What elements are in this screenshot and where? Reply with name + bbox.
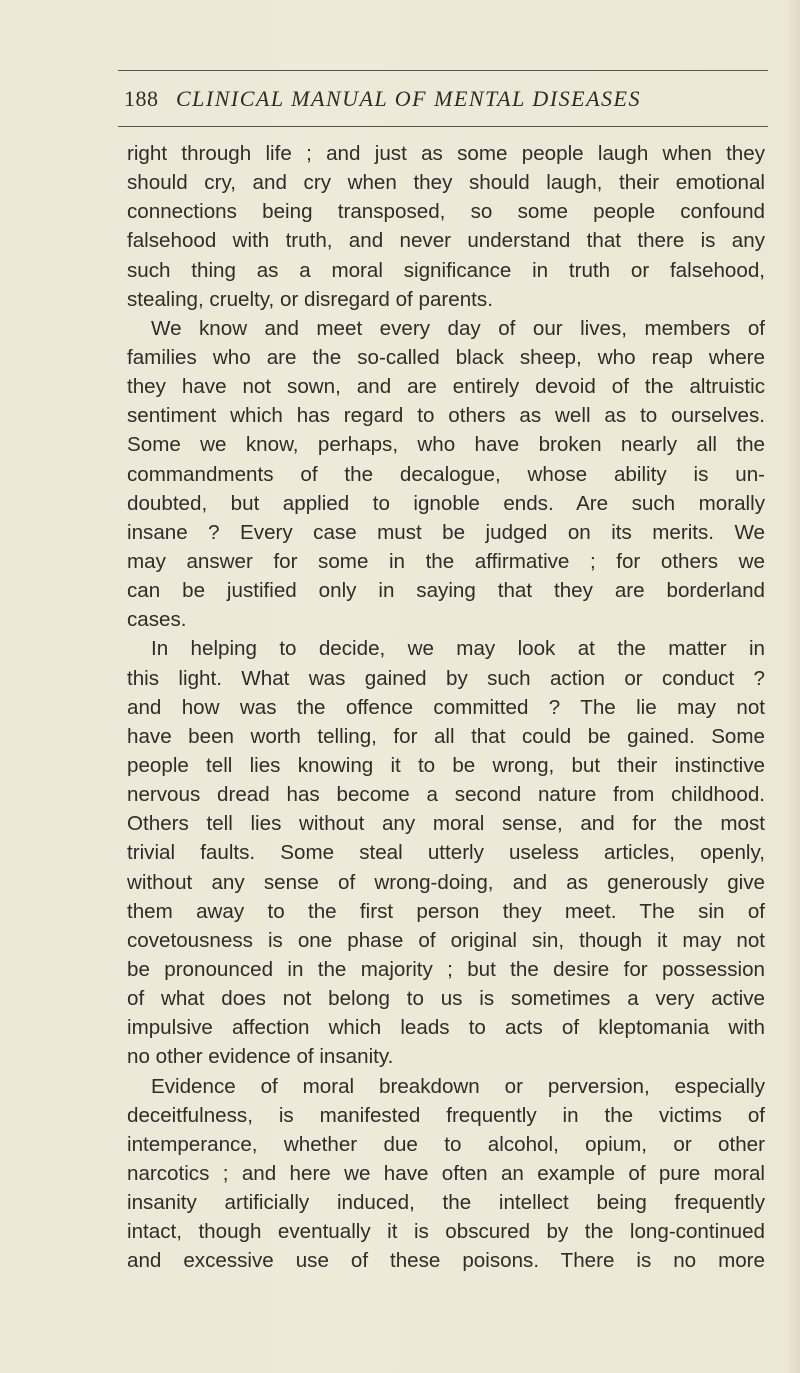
header-top-rule: [118, 70, 768, 71]
text-line: covetousness is one phase of original sin, though it may not: [127, 928, 765, 952]
text-line: should cry, and cry when they should laugh, their emotional: [127, 171, 765, 195]
text-line: them away to the first person they meet. The sin of: [127, 899, 765, 923]
text-line: Evidence of moral breakdown or perversion, especially: [151, 1074, 765, 1098]
text-line: without any sense of wrong-doing, and as generously give: [127, 870, 765, 894]
text-line: they have not sown, and are entirely devoid of the altruistic: [127, 375, 765, 399]
text-line: Others tell lies without any moral sense, and for the most: [127, 812, 765, 836]
text-line: cases.: [127, 608, 187, 632]
text-line: may answer for some in the affirmative ; for others we: [127, 549, 765, 573]
text-line: deceitfulness, is manifested frequently in the victims of: [127, 1103, 765, 1127]
text-line: be pronounced in the majority ; but the desire for possession: [127, 957, 765, 981]
text-line: Some we know, perhaps, who have broken nearly all the: [127, 433, 765, 457]
text-line: We know and meet every day of our lives, members of: [151, 316, 765, 340]
text-line: falsehood with truth, and never understand that there is any: [127, 229, 765, 253]
page-number: 188: [124, 86, 159, 111]
text-line: people tell lies knowing it to be wrong, but their instinctive: [127, 753, 765, 777]
text-line: right through life ; and just as some people laugh when they: [127, 142, 765, 165]
text-line: commandments of the decalogue, whose ability is un-: [127, 462, 765, 486]
text-line: have been worth telling, for all that could be gained. Some: [127, 724, 765, 748]
text-line: of what does not belong to us is sometimes a very active: [127, 987, 765, 1011]
text-line: insane ? Every case must be judged on its merits. We: [127, 520, 765, 544]
text-line: sentiment which has regard to others as well as to ourselves.: [127, 404, 765, 428]
header-bottom-rule: [118, 126, 768, 127]
text-line: nervous dread has become a second nature from childhood.: [127, 783, 765, 807]
text-line: connections being transposed, so some people confound: [127, 200, 765, 224]
text-line: impulsive affection which leads to acts of kleptomania with: [127, 1016, 765, 1040]
text-line: and how was the offence committed ? The lie may not: [127, 695, 765, 719]
running-head: [124, 86, 764, 118]
text-line: this light. What was gained by such action or conduct ?: [127, 666, 765, 690]
book-title: CLINICAL MANUAL OF MENTAL DISEASES: [176, 86, 641, 111]
text-line: narcotics ; and here we have often an example of pure moral: [127, 1161, 765, 1185]
text-line: intemperance, whether due to alcohol, opium, or other: [127, 1132, 765, 1156]
text-line: stealing, cruelty, or disregard of parents.: [127, 287, 493, 311]
page-edge-shadow: [786, 0, 800, 1373]
text-line: no other evidence of insanity.: [127, 1045, 394, 1069]
text-line: and excessive use of these poisons. There is no more: [127, 1249, 765, 1273]
text-line: families who are the so-called black sheep, who reap where: [127, 345, 765, 369]
text-line: intact, though eventually it is obscured by the long-continued: [127, 1220, 765, 1244]
body-text: [127, 139, 765, 1275]
text-line: trivial faults. Some steal utterly useless articles, openly,: [127, 841, 765, 865]
text-line: doubted, but applied to ignoble ends. Are such morally: [127, 491, 765, 515]
text-line: can be justified only in saying that they are borderland: [127, 579, 765, 603]
text-line: In helping to decide, we may look at the matter in: [151, 637, 765, 661]
text-line: such thing as a moral significance in truth or falsehood,: [127, 258, 765, 282]
text-line: insanity artificially induced, the intellect being frequently: [127, 1191, 765, 1215]
